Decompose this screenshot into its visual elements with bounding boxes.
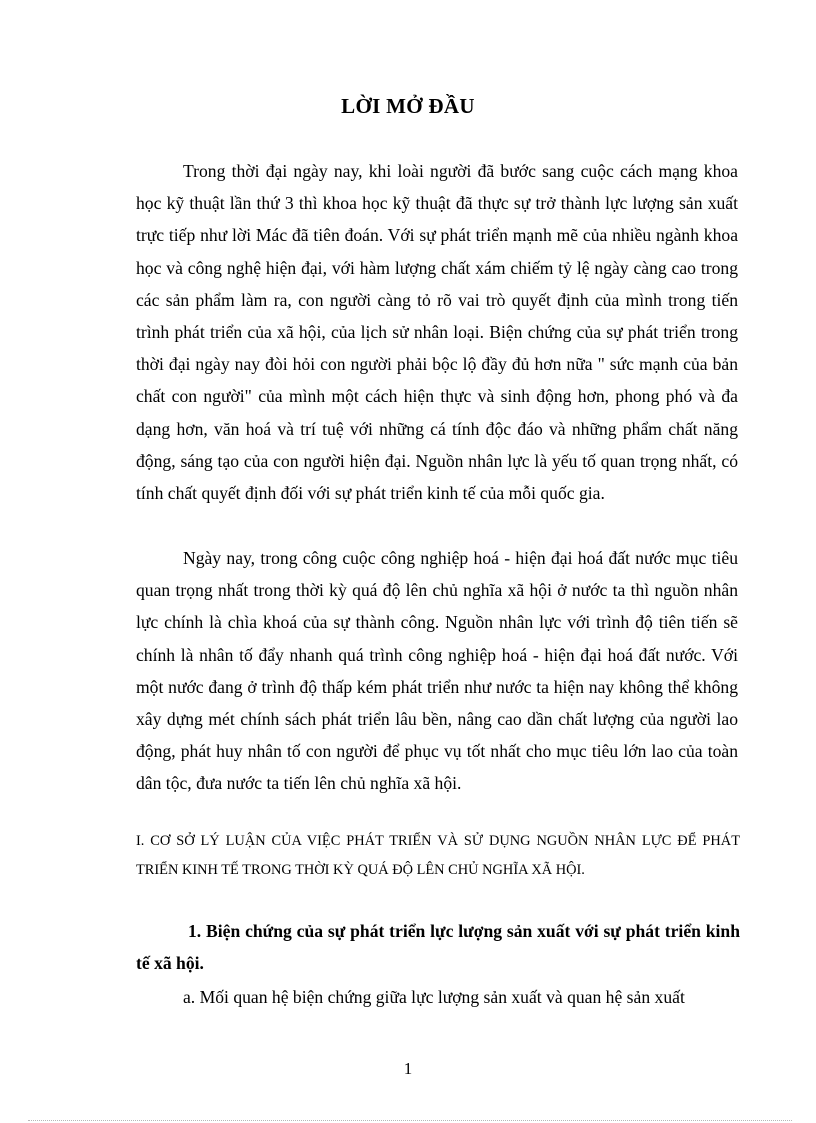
page-title: LỜI MỞ ĐẦU: [341, 94, 475, 118]
subsection-heading: 1. Biện chứng của sự phát triển lực lượng sản xuất với sự phát triển kinh tế xã hội.: [136, 921, 740, 973]
paragraph-nowadays: Ngày nay, trong công cuộc công nghiệp hoá - hiện đại hoá đất nước mục tiêu quan trọng nhất trong thời kỳ quá độ lên chủ nghĩa xã hội ở nước ta thì nguồn nhân lực chính là chìa khoá của sự thành công. Nguồn nhân lực với trình độ tiên tiến sẽ chính là nhân tố đẩy nhanh quá trình công nghiệp hoá - hiện đại hoá đất nước. Với một nước đang ở trình độ thấp kém phát triển như nước ta hiện nay không thể không xây dựng mét chính sách phát triển lâu bền, nâng cao dần chất lượng của người lao động, phát huy nhân tố con người để phục vụ tốt nhất cho mục tiêu lớn lao của toàn dân tộc, đưa nước ta tiến lên chủ nghĩa xã hội.: [136, 548, 738, 794]
footer-divider: [28, 1120, 792, 1121]
section-heading: I. CƠ SỞ LÝ LUẬN CỦA VIỆC PHÁT TRIỂN VÀ SỬ DỤNG NGUỒN NHÂN LỰC ĐỂ PHÁT TRIỂN KINH TẾ TRONG THỜI KỲ QUÁ ĐỘ LÊN CHỦ NGHĨA XÃ HỘI.: [136, 833, 740, 878]
paragraph-intro: Trong thời đại ngày nay, khi loài người đã bước sang cuộc cách mạng khoa học kỹ thuật lần thứ 3 thì khoa học kỹ thuật đã thực sự trở thành lực lượng sản xuất trực tiếp như lời Mác đã tiên đoán. Với sự phát triển mạnh mẽ của nhiều ngành khoa học và công nghệ hiện đại, với hàm lượng chất xám chiếm tỷ lệ ngày càng cao trong các sản phẩm làm ra, con người càng tỏ rõ vai trò quyết định của mình trong tiến trình phát triển của xã hội, của lịch sử nhân loại. Biện chứng của sự phát triển trong thời đại ngày nay đòi hỏi con người phải bộc lộ đầy đủ hơn nữa " sức mạnh của bản chất con người" của mình một cách hiện thực và sinh động hơn, phong phó và đa dạng hơn, văn hoá và trí tuệ với những cá tính độc đáo và những phẩm chất năng động, sáng tạo của con người hiện đại. Nguồn nhân lực là yếu tố quan trọng nhất, có tính chất quyết định đối với sự phát triển kinh tế của mỗi quốc gia.: [136, 161, 738, 504]
sub-item-heading: a. Mối quan hệ biện chứng giữa lực lượng sản xuất và quan hệ sản xuất: [183, 987, 685, 1007]
page-number: 1: [403, 1059, 413, 1078]
